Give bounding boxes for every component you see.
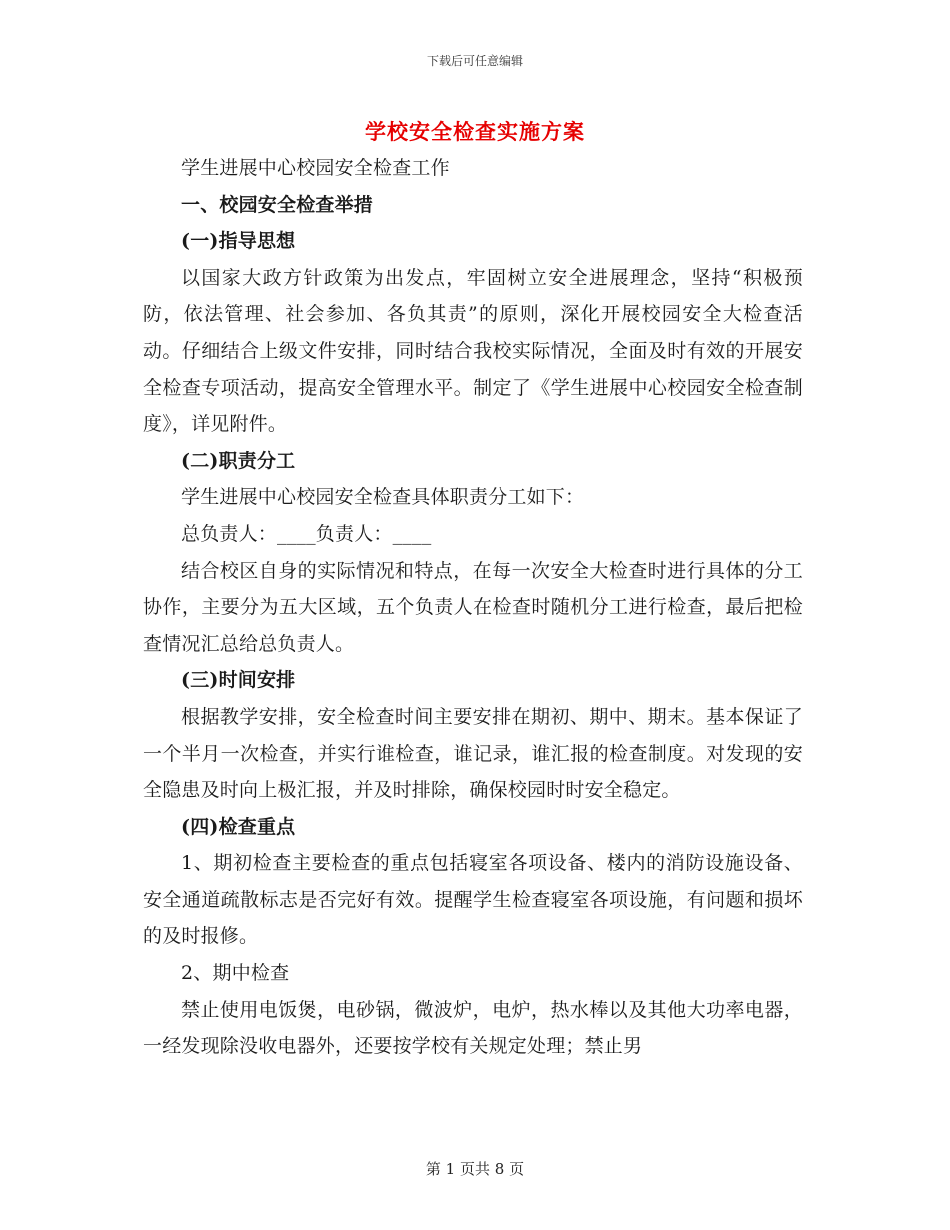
paragraph-responsibilities-intro: 学生进展中心校园安全检查具体职责分工如下： — [181, 486, 585, 509]
document-title: 学校安全检查实施方案 — [365, 119, 585, 144]
subsection-heading-responsibilities: (二)职责分工 — [181, 449, 296, 472]
subsection-heading-schedule: (三)时间安排 — [181, 669, 296, 692]
paragraph-midterm-check: 禁止使用电饭煲，电砂锅，微波炉，电炉，热水棒以及其他大功率电器，一经发现除没收电器外，还要按学校有关规定处理；禁止男 — [143, 998, 803, 1058]
paragraph-key-point-1: 1、期初检查主要检查的重点包括寝室各项设备、楼内的消防设施设备、安全通道疏散标志是否完好有效。提醒学生检查寝室各项设施，有问题和损坏的及时报修。 — [143, 852, 803, 948]
document-body — [143, 150, 803, 1065]
page-header: 下载后可任意编辑 — [426, 54, 523, 68]
paragraph-division-of-work: 结合校区自身的实际情况和特点，在每一次安全大检查时进行具体的分工协作，主要分为五大区域，五个负责人在检查时随机分工进行检查，最后把检查情况汇总给总负责人。 — [143, 559, 803, 655]
paragraph-schedule: 根据教学安排，安全检查时间主要安排在期初、期中、期末。基本保证了一个半月一次检查，并实行谁检查，谁记录，谁汇报的检查制度。对发现的安全隐患及时向上极汇报，并及时排除，确保校园时时安全稳定。 — [143, 705, 803, 802]
paragraph-key-point-2-heading: 2、期中检查 — [181, 962, 290, 985]
paragraph-responsible-persons: 总负责人：____负责人：____ — [181, 522, 432, 545]
section-heading-1: 一、校园安全检查举措 — [181, 193, 374, 216]
subsection-heading-key-points: (四)检查重点 — [181, 815, 296, 838]
paragraph-guiding-ideology: 以国家大政方针政策为出发点，牢固树立安全进展理念，坚持“积极预防，依法管理、社会参加、各负其责”的原则，深化开展校园安全大检查活动。仔细结合上级文件安排，同时结合我校实际情况，全面及时有效的开展安全检查专项活动，提高安全管理水平。制定了《学生进展中心校园安全检查制度》，详见附件。 — [143, 266, 803, 436]
intro-line: 学生进展中心校园安全检查工作 — [181, 157, 450, 179]
subsection-heading-guiding-ideology: (一)指导思想 — [181, 230, 296, 253]
page-number: 第 1 页共 8 页 — [425, 1160, 525, 1178]
